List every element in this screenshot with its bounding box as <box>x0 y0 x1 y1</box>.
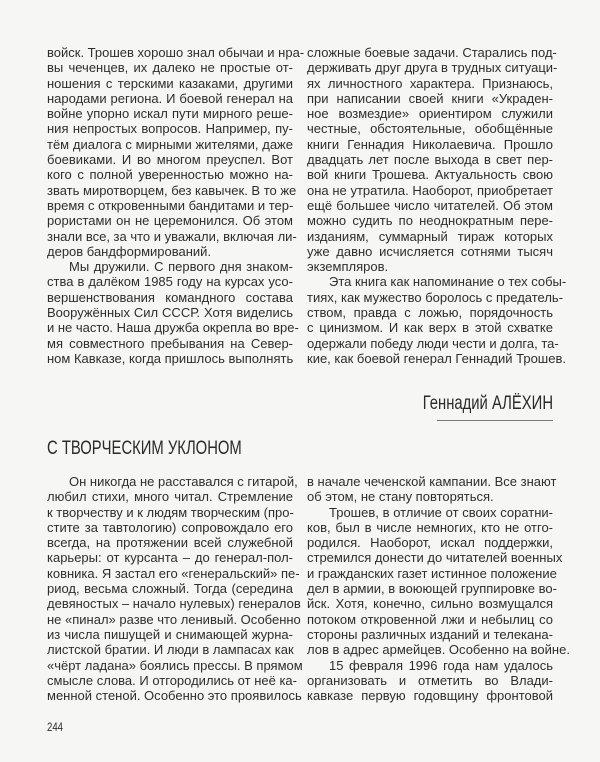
text-line: «чёрт ладана» боялись прессы. В прямом <box>47 657 303 673</box>
text-line: с цинизмом. И как верх в этой схватке <box>307 320 553 336</box>
text-line: держивать друг друга в трудных ситуаци- <box>307 60 558 76</box>
text-line: народами региона. И боевой генерал на <box>47 90 293 106</box>
text-line: мя совместного пребывания на Север- <box>47 335 293 351</box>
text-line: кие, как боевой генерал Геннадий Трошев. <box>307 350 566 366</box>
text-line: листской братии. И люди в лампасах как <box>47 642 294 658</box>
text-line: стремился донести до читателей военных <box>307 550 563 566</box>
text-line: вой книги Трошева. Актуальность свою <box>307 167 553 183</box>
text-line: ях личностного характера. Признаюсь, <box>307 75 553 91</box>
text-line: знали все, за что и уважали, включая ли- <box>47 228 297 244</box>
text-line: не «пинал» разве что ленивый. Особенно <box>47 611 301 627</box>
text-line: стите за тавтологию) сопровождало его <box>47 519 293 535</box>
text-line: тиях, как мужество боролось с предатель- <box>307 289 564 305</box>
text-line: и не часто. Наша дружба окрепла во вре- <box>47 320 299 336</box>
text-line: двадцать лет после выхода в свет пер- <box>307 152 553 168</box>
text-line: она не утратила. Наоборот, приобретает <box>307 182 553 198</box>
text-line: экземпляров. <box>307 259 389 275</box>
text-line: войск. Трошев хорошо знал обычаи и нра- <box>47 45 305 60</box>
text-line: Вооружённых Сил СССР. Хотя виделись <box>47 305 293 321</box>
text-line: изданиям, суммарный тираж которых <box>307 228 553 244</box>
text-line: об этом, не стану повторяться. <box>307 489 494 505</box>
text-line: йск. Хотя, конечно, сильно возмущался <box>307 596 553 612</box>
text-line: и гражданских газет истинное положение <box>307 565 557 581</box>
text-line: ков, был в числе немногих, кто не отго- <box>307 519 553 535</box>
text-line: войне упорно искал пути мирного реше- <box>47 106 293 122</box>
text-line: сложные боевые задачи. Старались под- <box>307 45 557 60</box>
text-line: вы чеченцев, их далеко не простые от- <box>47 60 293 76</box>
text-line: боевиками. И во многом преуспел. Вот <box>47 152 293 168</box>
text-line: ещё большее число читателей. Об этом <box>307 197 553 213</box>
text-line: вершенствования командного состава <box>47 289 293 305</box>
text-line: любил стихи, много читал. Стремление <box>47 489 293 505</box>
text-line: девяностых – начало нулевых) генералов <box>47 596 301 612</box>
text-line: уже давно исчисляется сотнями тысяч <box>307 243 553 259</box>
text-line: организовать и отметить во Влади- <box>307 672 553 688</box>
text-line: ное возмездие» ориентиром служили <box>307 106 553 122</box>
text-line: одержали победу люди чести и долга, та- <box>307 335 559 351</box>
text-line: звать миротворцем, без кавычек. В то же <box>47 182 297 198</box>
text-line: время с откровенными бандитами и тер- <box>47 197 294 213</box>
text-line: карьеры: от курсанта – до генерал-пол- <box>47 550 293 566</box>
text-line: Он никогда не расставался с гитарой, <box>69 474 298 489</box>
author-signature: Геннадий АЛЁХИН <box>422 393 553 414</box>
signature-divider <box>437 420 553 421</box>
top-right-column <box>307 45 567 366</box>
text-line: ном Кавказе, когда пришлось выполнять <box>47 350 294 366</box>
text-line: рористами он не церемонился. Об этом <box>47 213 293 229</box>
text-line: лов в адрес армейцев. Особенно на войне. <box>307 642 570 658</box>
text-line: кого с полной уверенностью можно на- <box>47 167 293 183</box>
bottom-left-column <box>47 474 303 704</box>
text-line: стороны различных изданий и телекана- <box>307 626 553 642</box>
top-left-column <box>47 45 305 366</box>
text-line: деров бандформирований. <box>47 243 212 259</box>
text-line: ния непростых вопросов. Например, пу- <box>47 121 293 137</box>
text-line: родился. Наоборот, искал поддержки, <box>307 535 553 551</box>
text-line: ством, правда с ложью, порядочность <box>307 305 553 321</box>
text-line: можно судить по неоднократным пере- <box>307 213 553 229</box>
text-line: честные, обстоятельные, обобщённые <box>307 121 553 137</box>
text-line: смысле слова. И отгородились от неё ка- <box>47 672 297 688</box>
text-line: ношения с терскими казаками, другими <box>47 75 293 91</box>
text-line: Мы дружили. С первого дня знаком- <box>69 259 293 275</box>
text-line: всегда, на протяжении всей служебной <box>47 535 293 551</box>
text-line: ковника. Я застал его «генеральский» пе- <box>47 565 300 581</box>
text-line: к творчеству и к людям творческим (про- <box>47 504 294 520</box>
text-line: дел в армии, в воюющей группировке во- <box>307 581 557 597</box>
bottom-right-column <box>307 474 570 704</box>
text-line: менной стеной. Особенно это проявилось <box>47 688 302 704</box>
text-line: 15 февраля 1996 года нам удалось <box>329 657 553 673</box>
text-line: при написании своей книги «Украден- <box>307 90 553 106</box>
text-line: потоком откровенной лжи и небылиц со <box>307 611 553 627</box>
text-line: ства в далёком 1985 году на курсах усо- <box>47 274 293 290</box>
text-line: в начале чеченской кампании. Все знают <box>307 474 557 489</box>
text-line: Эта книга как напоминание о тех собы- <box>329 274 567 290</box>
page-number: 244 <box>47 720 64 734</box>
text-line: тём диалога с мирными жителями, даже <box>47 136 293 152</box>
text-line: кавказе первую годовщину фронтовой <box>307 688 553 704</box>
text-line: книги Геннадия Николаевича. Прошло <box>307 136 553 152</box>
text-line: Трошев, в отличие от своих соратни- <box>329 504 553 520</box>
text-line: риод, весьма сложный. Тогда (середина <box>47 581 293 597</box>
text-line: из числа пишущей и снимающей журна- <box>47 626 293 642</box>
section-heading: С ТВОРЧЕСКИМ УКЛОНОМ <box>47 438 242 459</box>
